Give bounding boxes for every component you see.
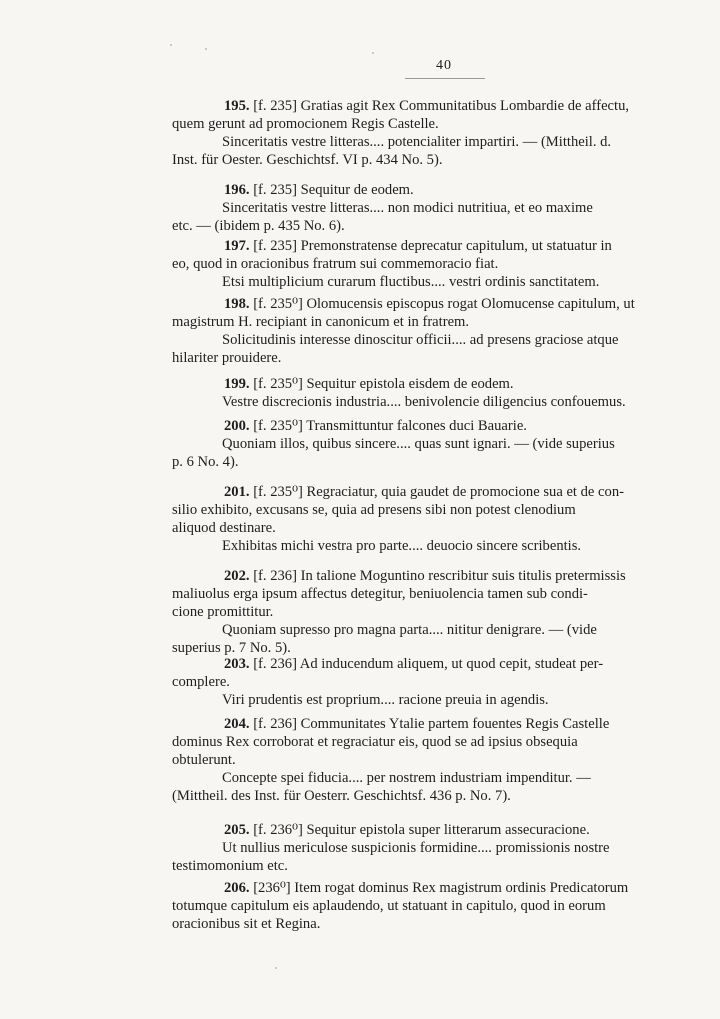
entry-heading-line: 205. [f. 236⁰] Sequitur epistola super litterarum assecuracione.: [224, 822, 590, 838]
entry-text-line: testimomonium etc.: [172, 858, 288, 874]
entry-heading-line: 196. [f. 235] Sequitur de eodem.: [224, 182, 414, 198]
entry-incipit-line: Quoniam illos, quibus sincere.... quas sunt ignari. — (vide superius: [222, 436, 615, 452]
entry-number: 201.: [224, 484, 250, 500]
entry-heading-line: 203. [f. 236] Ad inducendum aliquem, ut quod cepit, studeat per-: [224, 656, 604, 672]
entry-number: 203.: [224, 656, 250, 672]
entry-number: 198.: [224, 296, 250, 312]
entry-heading-line: complere.: [172, 674, 230, 690]
entry-number: 206.: [224, 880, 250, 896]
entry-heading-line: cione promittitur.: [172, 604, 274, 620]
entry-incipit-line: Exhibitas michi vestra pro parte.... deuocio sincere scribentis.: [222, 538, 582, 554]
entry-incipit-line: Concepte spei fiducia.... per nostrem industriam impenditur. —: [222, 770, 591, 786]
entry-number: 197.: [224, 238, 250, 254]
entry-heading-line: 202. [f. 236] In talione Moguntino rescribitur suis titulis pretermissis: [224, 568, 626, 584]
entry-text-line: p. 6 No. 4).: [172, 454, 239, 470]
entry-heading-line: 199. [f. 235⁰] Sequitur epistola eisdem de eodem.: [224, 376, 514, 392]
entry-heading-line: totumque capitulum eis aplaudendo, ut statuant in capitulo, quod in eorum: [172, 898, 606, 914]
entry-number: 205.: [224, 822, 250, 838]
entry-incipit-line: Sinceritatis vestre litteras.... non modici nutritiua, et eo maxime: [222, 200, 593, 216]
entry-incipit-line: Viri prudentis est proprium.... racione preuia in agendis.: [222, 692, 549, 708]
entry-heading-line: 198. [f. 235⁰] Olomucensis episcopus rogat Olomucense capitulum, ut: [224, 296, 635, 312]
entry-text-line: (Mittheil. des Inst. für Oesterr. Geschichtsf. 436 p. No. 7).: [172, 788, 511, 804]
entry-text-line: etc. — (ibidem p. 435 No. 6).: [172, 218, 345, 234]
entry-number: 195.: [224, 98, 250, 114]
entry-incipit-line: Etsi multiplicium curarum fluctibus.... vestri ordinis sanctitatem.: [222, 274, 600, 290]
entry-heading-line: 200. [f. 235⁰] Transmittuntur falcones duci Bauarie.: [224, 418, 527, 434]
entry-heading-line: magistrum H. recipiant in canonicum et in fratrem.: [172, 314, 470, 330]
entry-heading-line: dominus Rex corroborat et regraciatur eis, quod se ad ipsius obsequia: [172, 734, 578, 750]
entry-heading-line: 204. [f. 236] Communitates Ytalie partem fouentes Regis Castelle: [224, 716, 610, 732]
entry-heading-line: maliuolus erga ipsum affectus detegitur, beniuolencia tamen sub condi-: [172, 586, 588, 602]
entry-text-line: superius p. 7 No. 5).: [172, 640, 291, 656]
entry-heading-line: aliquod destinare.: [172, 520, 276, 536]
entry-incipit-line: Sinceritatis vestre litteras.... potencialiter impartiri. — (Mittheil. d.: [222, 134, 612, 150]
entry-heading-line: eo, quod in oracionibus fratrum sui commemoracio fiat.: [172, 256, 499, 272]
entry-heading-line: oracionibus sit et Regina.: [172, 916, 321, 932]
page-number: 40: [436, 58, 452, 73]
entry-heading-line: 197. [f. 235] Premonstratense deprecatur capitulum, ut statuatur in: [224, 238, 612, 254]
entry-heading-line: quem gerunt ad promocionem Regis Castelle.: [172, 116, 439, 132]
entry-incipit-line: Solicitudinis interesse dinoscitur officii.... ad presens graciose atque: [222, 332, 619, 348]
entry-heading-line: 201. [f. 235⁰] Regraciatur, quia gaudet de promocione sua et de con-: [224, 484, 624, 500]
entry-heading-line: 195. [f. 235] Gratias agit Rex Communitatibus Lombardie de affectu,: [224, 98, 630, 114]
entry-number: 200.: [224, 418, 250, 434]
entry-incipit-line: Quoniam supresso pro magna parta.... nititur denigrare. — (vide: [222, 622, 597, 638]
entry-number: 204.: [224, 716, 250, 732]
entry-text-line: Inst. für Oester. Geschichtsf. VI p. 434 No. 5).: [172, 152, 443, 168]
entry-number: 199.: [224, 376, 250, 392]
entry-heading-line: silio exhibito, excusans se, quia ad presens sibi non potest clenodium: [172, 502, 576, 518]
entry-heading-line: 206. [236⁰] Item rogat dominus Rex magistrum ordinis Predicatorum: [224, 880, 629, 896]
entry-incipit-line: Vestre discrecionis industria.... benivolencie diligencius confouemus.: [222, 394, 626, 410]
entry-text-line: hilariter prouidere.: [172, 350, 282, 366]
entry-number: 202.: [224, 568, 250, 584]
entry-heading-line: obtulerunt.: [172, 752, 236, 768]
entry-number: 196.: [224, 182, 250, 198]
entry-incipit-line: Ut nullius mericulose suspicionis formidine.... promissionis nostre: [222, 840, 610, 856]
